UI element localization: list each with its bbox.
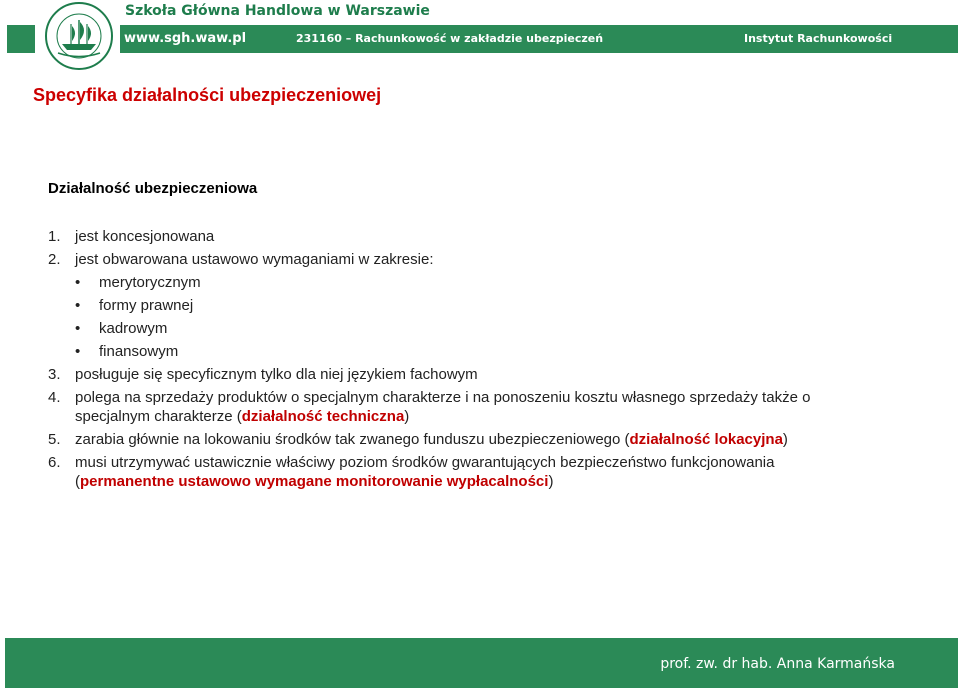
item-number: 2. — [48, 251, 61, 268]
sub-bullet-text: finansowym — [99, 343, 179, 360]
list-item — [48, 227, 928, 246]
list-item — [48, 365, 928, 384]
item-text-part: ) — [548, 473, 554, 490]
item-text-part: ) — [782, 431, 788, 448]
section-heading: Działalność ubezpieczeniowa — [48, 180, 258, 197]
institute-name: Instytut Rachunkowości — [744, 32, 893, 45]
bullet-icon: • — [75, 274, 81, 291]
item-number: 5. — [48, 431, 61, 448]
item-text — [48, 430, 928, 449]
item-text: jest koncesjonowana — [75, 228, 215, 245]
item-text — [48, 388, 858, 426]
item-number: 6. — [48, 454, 61, 471]
sub-bullet-text: formy prawnej — [99, 297, 194, 314]
item-text-part: ) — [404, 408, 410, 425]
item-number: 4. — [48, 389, 61, 406]
list-item — [48, 250, 928, 269]
item-text-part: polega na sprzedaży produktów o specjalnym charakterze i na ponoszeniu kosztu własnego sprzedaży także o specjalnym charakterze ( — [75, 389, 811, 425]
item-text-part: musi utrzymywać ustawicznie właściwy poziom środków gwarantujących bezpieczeństwo funkcjonowania ( — [75, 454, 775, 490]
item-text — [48, 453, 848, 491]
bullet-icon: • — [75, 343, 81, 360]
item-text-part: zarabia głównie na lokowaniu środków tak zwanego funduszu ubezpieczeniowego ( — [75, 431, 630, 448]
list-item — [48, 388, 858, 426]
item-number: 3. — [48, 366, 61, 383]
slide-title: Specyfika działalności ubezpieczeniowej — [33, 85, 382, 105]
course-name: 231160 – Rachunkowość w zakładzie ubezpieczeń — [296, 32, 604, 45]
bullet-icon: • — [75, 320, 81, 337]
header-accent-square — [7, 25, 35, 53]
bullet-icon: • — [75, 297, 81, 314]
list-item — [48, 430, 928, 449]
university-seal-logo — [38, 0, 120, 72]
item-text: jest obwarowana ustawowo wymaganiami w zakresie: — [75, 251, 434, 268]
list-item — [48, 453, 848, 491]
sub-bullet-text: kadrowym — [99, 320, 168, 337]
item-emphasis: działalność lokacyjna — [629, 431, 783, 448]
website-link[interactable]: www.sgh.waw.pl — [124, 31, 247, 46]
footer-band — [5, 638, 958, 688]
item-number: 1. — [48, 228, 61, 245]
header-band — [120, 25, 958, 53]
item-emphasis: permanentne ustawowo wymagane monitorowanie wypłacalności — [80, 473, 549, 490]
author-name: prof. zw. dr hab. Anna Karmańska — [660, 656, 895, 672]
item-emphasis: działalność techniczna — [241, 408, 405, 425]
university-name: Szkoła Główna Handlowa w Warszawie — [125, 3, 430, 19]
item-text: posługuje się specyficznym tylko dla niej językiem fachowym — [75, 366, 478, 383]
sub-bullet-text: merytorycznym — [99, 274, 201, 291]
